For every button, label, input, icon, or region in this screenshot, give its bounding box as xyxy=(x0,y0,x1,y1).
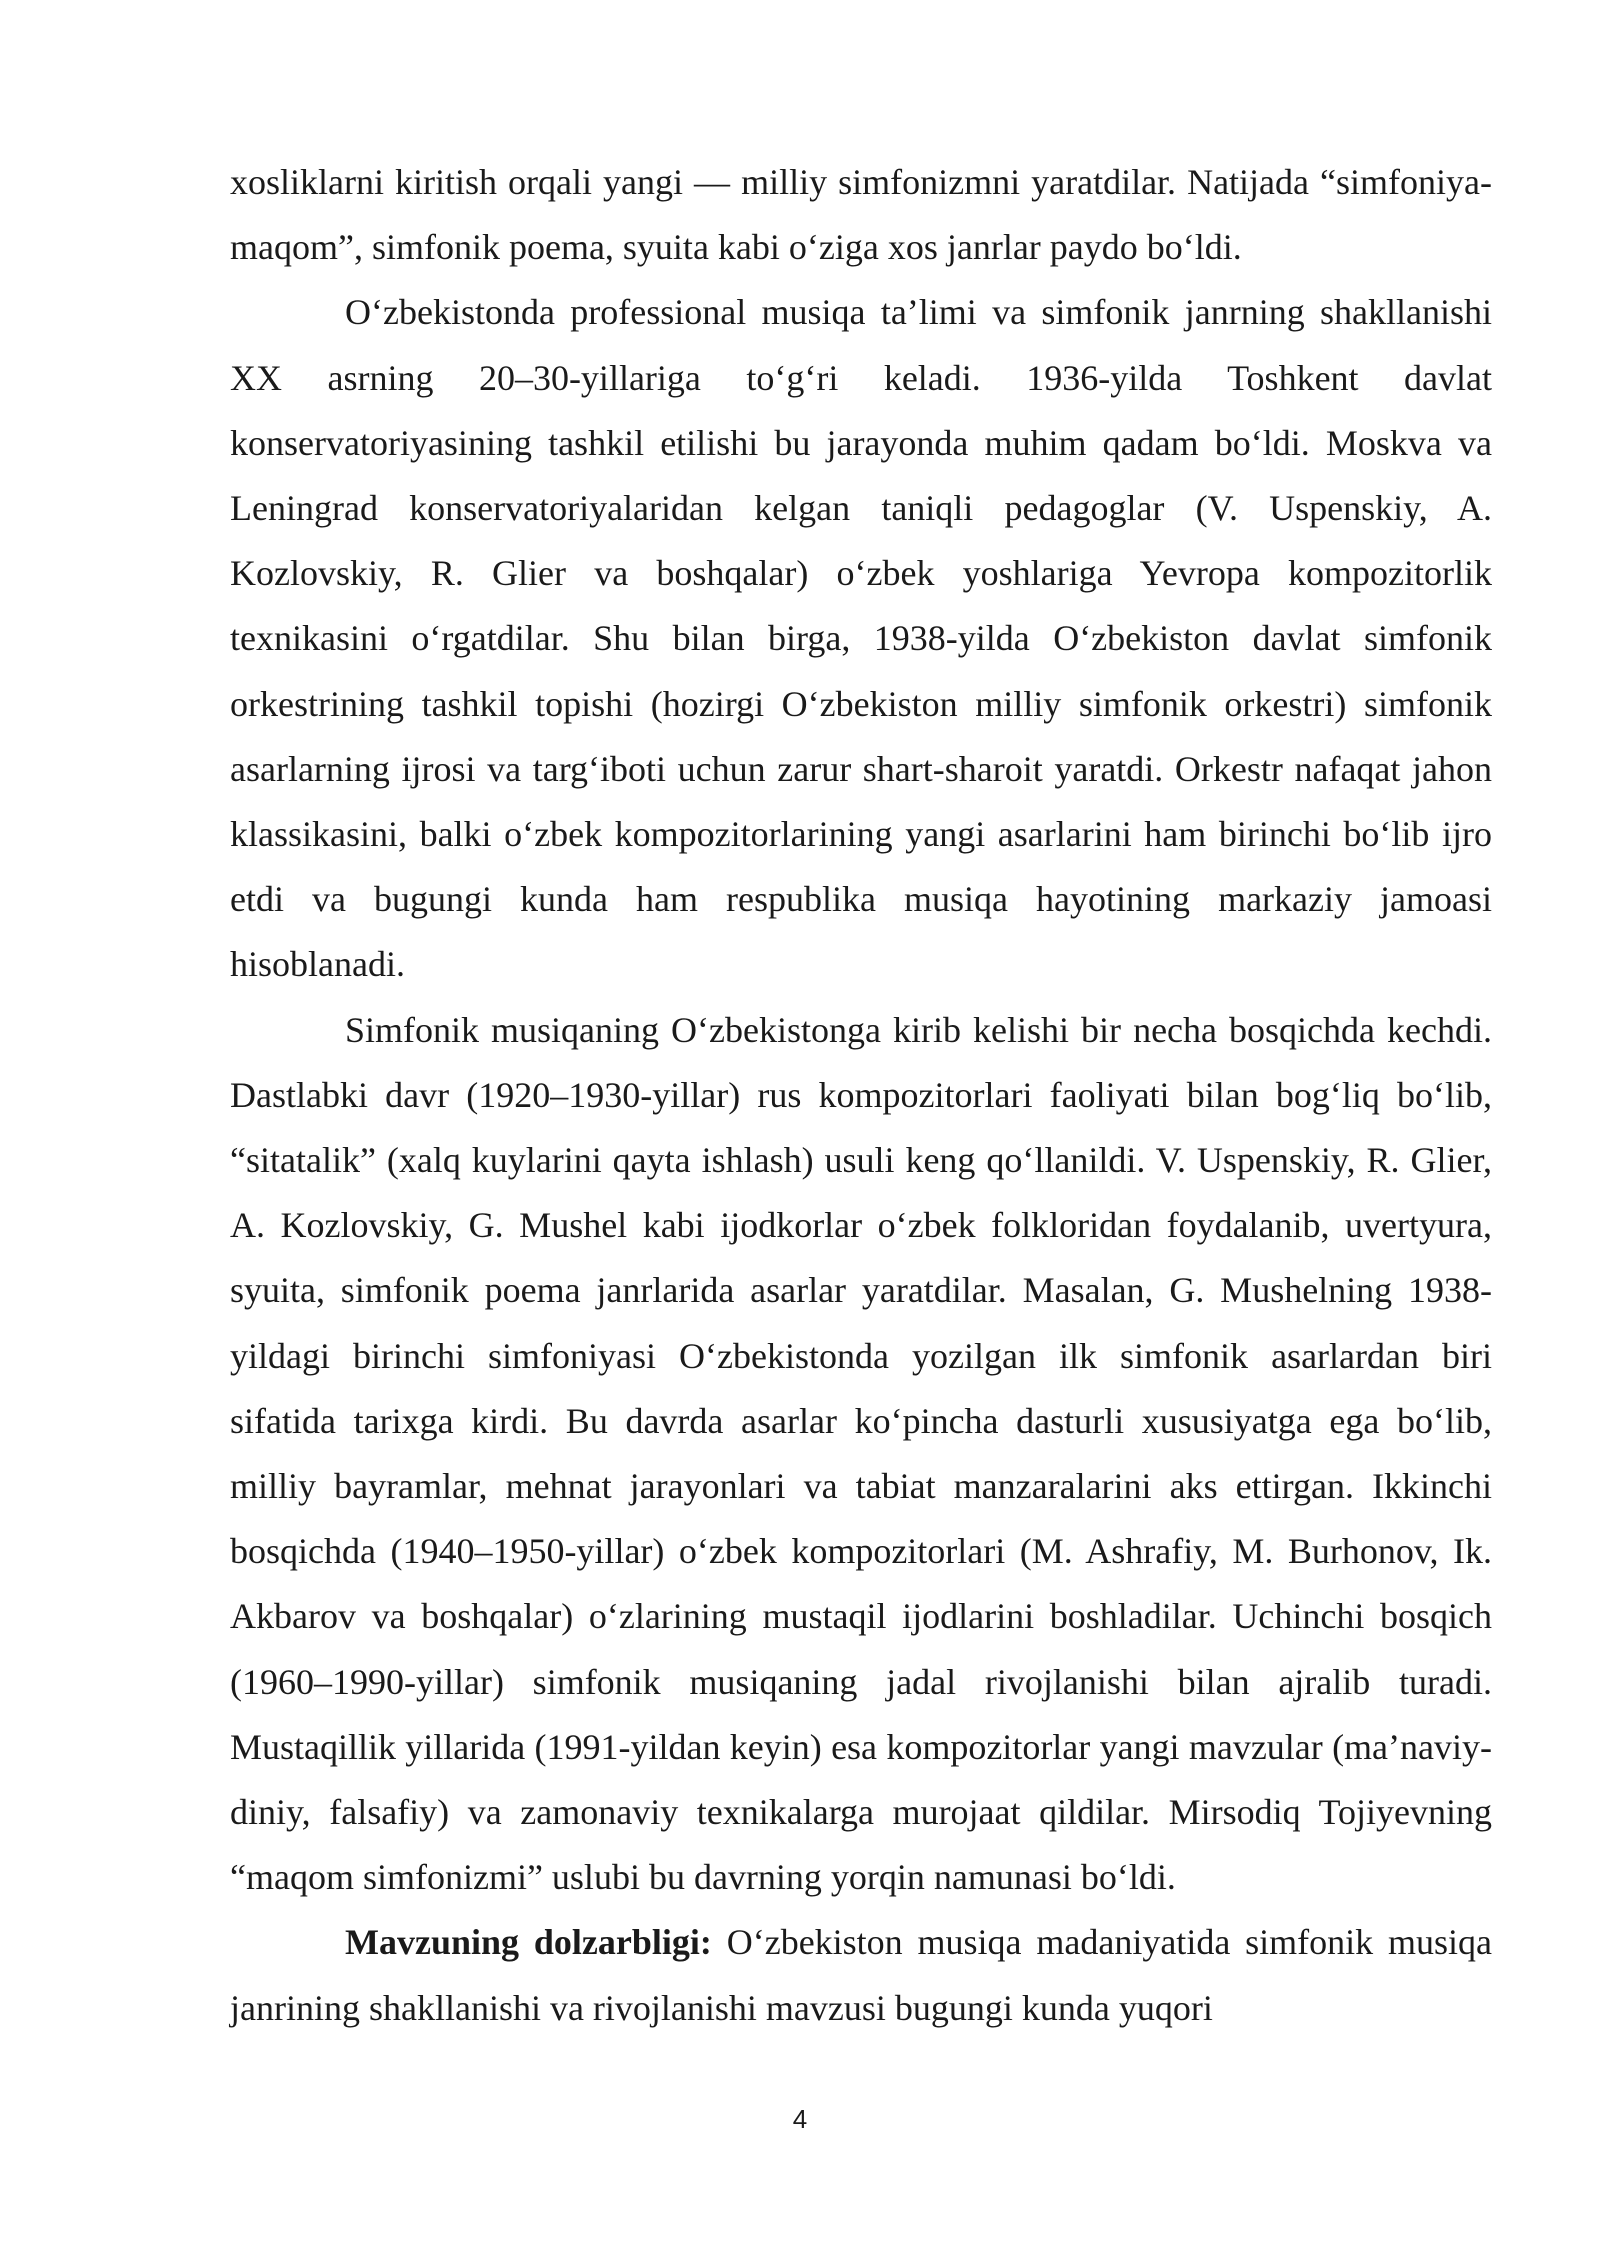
paragraph-3: Simfonik musiqaning O‘zbekistonga kirib kelishi bir necha bosqichda kechdi. Dastlabki davr (1920–1930-yillar) rus kompozitorlari faoliyati bilan bog‘liq bo‘lib, “sitatalik” (xalq kuylarini qayta ishlash) usuli keng qo‘llanildi. V. Uspenskiy, R. Glier, A. Kozlovskiy, G. Mushel kabi ijodkorlar o‘zbek folkloridan foydalanib, uvertyura, syuita, simfonik poema janrlarida asarlar yaratdilar. Masalan, G. Mushelning 1938-yildagi birinchi simfoniyasi O‘zbekistonda yozilgan ilk simfonik asarlardan biri sifatida tarixga kirdi. Bu davrda asarlar ko‘pincha dasturli xususiyatga ega bo‘lib, milliy bayramlar, mehnat jarayonlari va tabiat manzaralarini aks ettirgan. Ikkinchi bosqichda (1940–1950-yillar) o‘zbek kompozitorlari (M. Ashrafiy, M. Burhonov, Ik. Akbarov va boshqalar) o‘zlarining mustaqil ijodlarini boshladilar. Uchinchi bosqich (1960–1990-yillar) simfonik musiqaning jadal rivojlanishi bilan ajralib turadi. Mustaqillik yillarida (1991-yildan keyin) esa kompozitorlar yangi mavzular (ma’naviy-diniy, falsafiy) va zamonaviy texnikalarga murojaat qildilar. Mirsodiq Tojiyevning “maqom simfonizmi” uslubi bu davrning yorqin namunasi bo‘ldi. xyxy=(230,1009,1492,1898)
paragraph-4 xyxy=(230,1910,1492,2040)
body-text xyxy=(230,150,1492,2041)
paragraph-2: O‘zbekistonda professional musiqa ta’limi va simfonik janrning shakllanishi XX asrning 20–30-yillariga to‘g‘ri keladi. 1936-yilda Toshkent davlat konservatoriyasining tashkil etilishi bu jarayonda muhim qadam bo‘ldi. Moskva va Leningrad konservatoriyalaridan kelgan taniqli pedagoglar (V. Uspenskiy, A. Kozlovskiy, R. Glier va boshqalar) o‘zbek yoshlariga Yevropa kompozitorlik texnikasini o‘rgatdilar. Shu bilan birga, 1938-yilda O‘zbekiston davlat simfonik orkestrining tashkil topishi (hozirgi O‘zbekiston milliy simfonik orkestri) simfonik asarlarning ijrosi va targ‘iboti uchun zarur shart-sharoit yaratdi. Orkestr nafaqat jahon klassikasini, balki o‘zbek kompozitorlarining yangi asarlarini ham birinchi bo‘lib ijro etdi va bugungi kunda ham respublika musiqa hayotining markaziy jamoasi hisoblanadi. xyxy=(230,292,1492,985)
paragraph-4-text: O‘zbekiston musiqa madaniyatida simfonik musiqa janrining shakllanishi va rivojlanishi mavzusi bugungi kunda yuqori xyxy=(230,1922,1492,2028)
paragraph-1: xosliklarni kiritish orqali yangi — milliy simfonizmni yaratdilar. Natijada “simfoniya-maqom”, simfonik poema, syuita kabi o‘ziga xos janrlar paydo bo‘ldi. xyxy=(230,162,1492,268)
paragraph-4-lead: Mavzuning dolzarbligi: xyxy=(345,1922,712,1963)
page-number: 4 xyxy=(792,2104,808,2134)
